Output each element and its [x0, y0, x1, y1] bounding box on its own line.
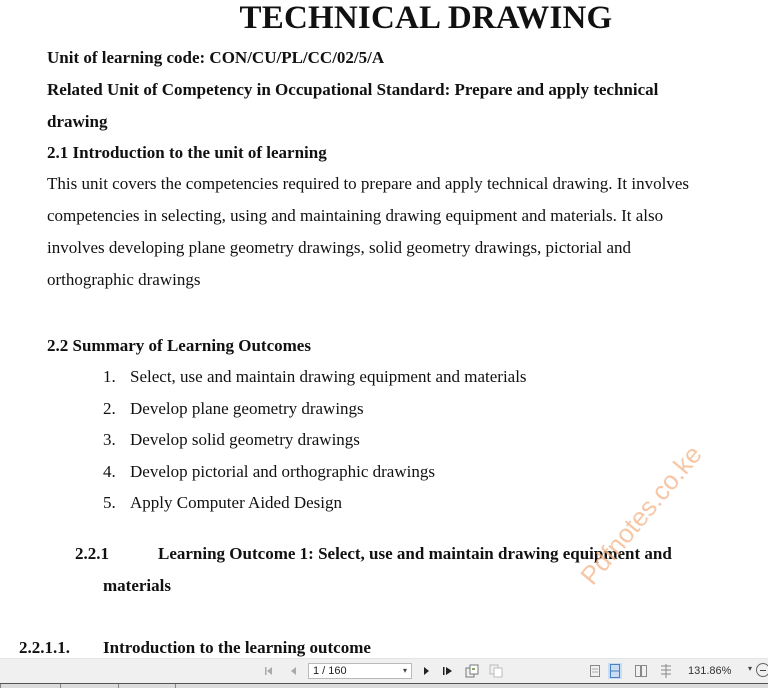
related-unit-line-1: Related Unit of Competency in Occupational Standard: Prepare and apply technical — [47, 80, 659, 99]
next-page-icon[interactable] — [419, 664, 433, 678]
zoom-dropdown-icon[interactable]: ▾ — [748, 664, 753, 673]
section-2-2-1-number: 2.2.1 — [75, 544, 109, 563]
pdf-navigation-toolbar — [0, 658, 768, 684]
first-page-icon[interactable] — [263, 664, 277, 678]
outcome-list-number: 3. — [103, 430, 116, 449]
related-unit-line-2: drawing — [47, 112, 108, 131]
page-indicator: 1 / 160 — [313, 665, 347, 677]
intro-paragraph-line: orthographic drawings — [47, 270, 201, 289]
watermark: Pdfnotes.co.ke — [574, 439, 708, 591]
status-divider — [60, 684, 61, 688]
outcome-list-item: Develop pictorial and orthographic drawings — [130, 462, 435, 481]
continuous-view-icon[interactable] — [608, 663, 622, 679]
last-page-icon[interactable] — [441, 664, 455, 678]
section-2-2-heading: 2.2 Summary of Learning Outcomes — [47, 336, 311, 355]
section-2-1-heading: 2.1 Introduction to the unit of learning — [47, 143, 327, 162]
outcome-list-item: Apply Computer Aided Design — [130, 493, 343, 512]
single-page-view-icon[interactable] — [588, 663, 602, 679]
status-divider — [175, 684, 176, 688]
document-title: TECHNICAL DRAWING — [239, 0, 613, 36]
zoom-out-icon[interactable] — [756, 663, 768, 677]
zoom-level[interactable]: 131.86% — [688, 665, 732, 677]
outcome-list-number: 5. — [103, 493, 116, 512]
status-divider — [118, 684, 119, 688]
section-2-2-1-1-number: 2.2.1.1. — [19, 638, 70, 657]
intro-paragraph-line: involves developing plane geometry drawings, solid geometry drawings, pictorial and — [47, 238, 632, 257]
outcome-list-number: 4. — [103, 462, 116, 481]
outcome-list-item: Select, use and maintain drawing equipment and materials — [130, 367, 527, 386]
intro-paragraph-line: This unit covers the competencies required to prepare and apply technical drawing. It involves — [47, 174, 689, 193]
section-2-2-1-heading-cont: materials — [103, 576, 171, 595]
page-dropdown-icon[interactable]: ▾ — [402, 666, 407, 675]
intro-paragraph-line: competencies in selecting, using and maintaining drawing equipment and materials. It also — [47, 206, 664, 225]
rotate-page-icon[interactable] — [465, 664, 479, 678]
section-2-2-1-heading: Learning Outcome 1: Select, use and maintain drawing equipment and — [158, 544, 672, 563]
page-number-field[interactable] — [308, 663, 412, 679]
facing-pages-view-icon[interactable] — [634, 663, 648, 679]
unit-code-line: Unit of learning code: CON/CU/PL/CC/02/5/A — [47, 48, 385, 67]
section-2-2-1-1-heading: Introduction to the learning outcome — [103, 638, 371, 657]
continuous-facing-view-icon[interactable] — [659, 663, 673, 679]
status-divider — [0, 684, 1, 688]
outcome-list-number: 1. — [103, 367, 116, 386]
outcome-list-item: Develop solid geometry drawings — [130, 430, 360, 449]
page-thumbnail-icon[interactable] — [489, 664, 503, 678]
outcome-list-item: Develop plane geometry drawings — [130, 399, 364, 418]
outcome-list-number: 2. — [103, 399, 116, 418]
status-bar — [0, 683, 768, 688]
previous-page-icon[interactable] — [287, 664, 301, 678]
